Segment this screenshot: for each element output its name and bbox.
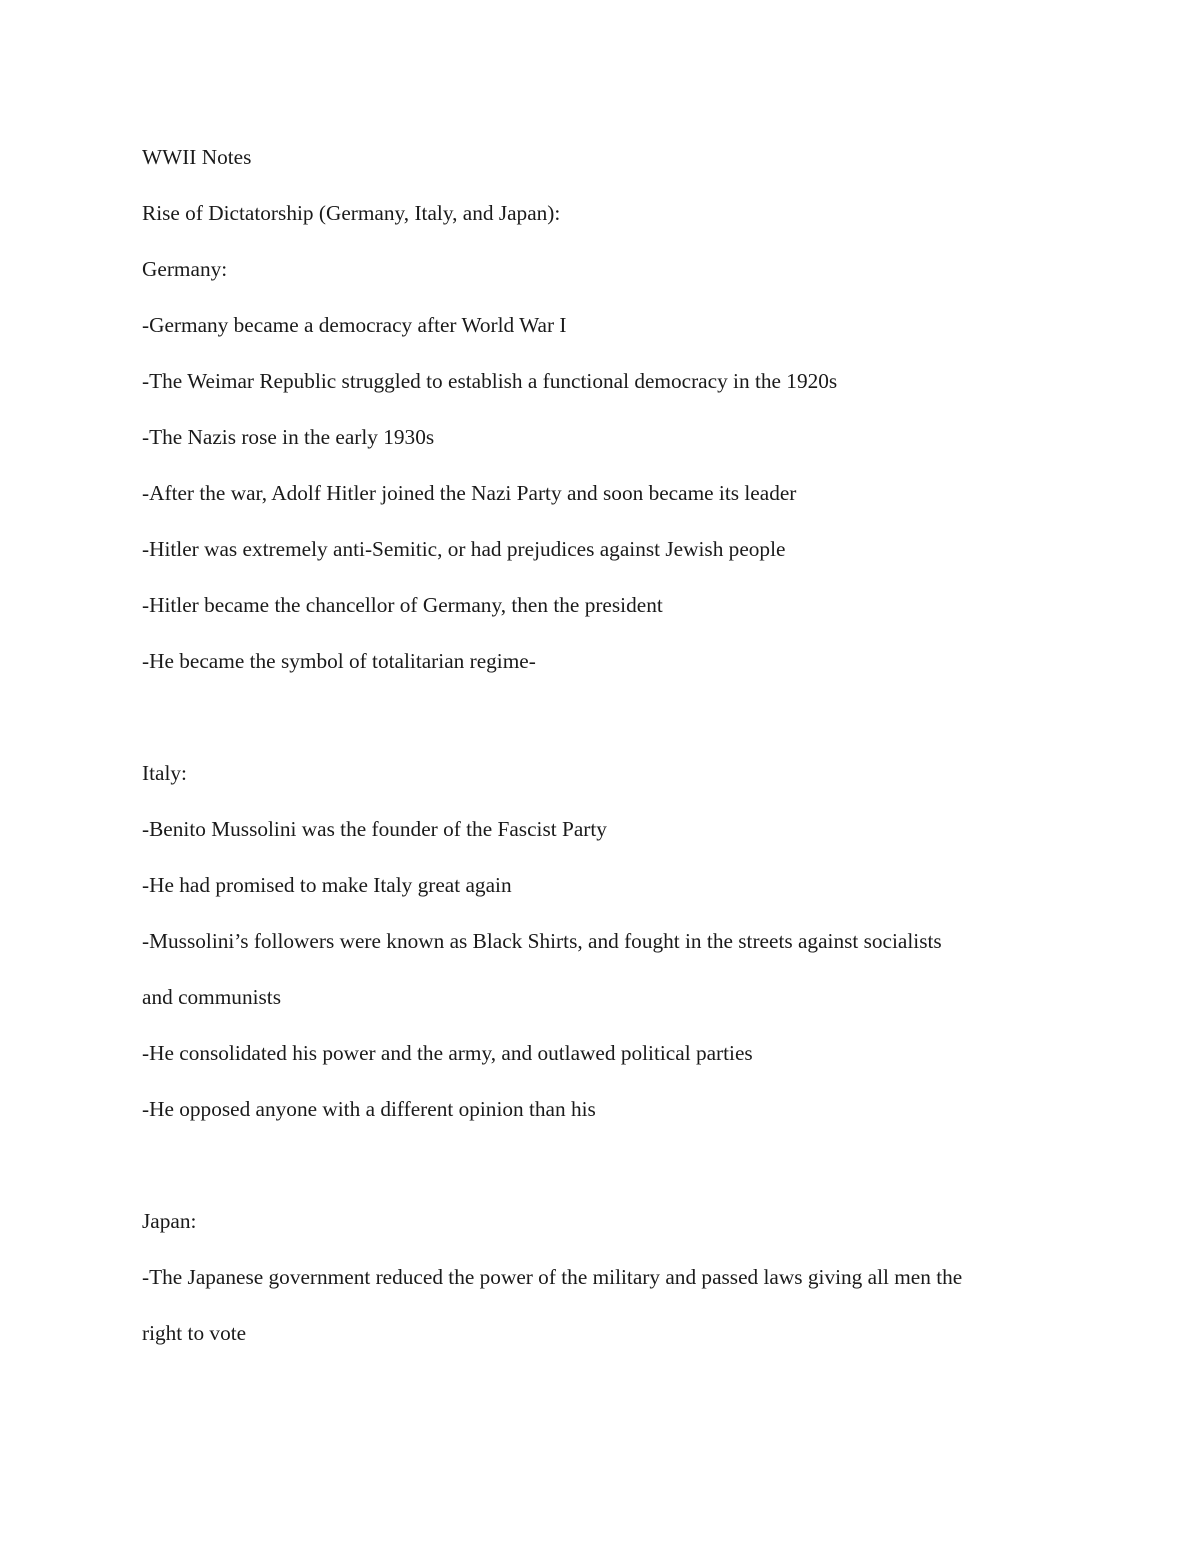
japan-note-continuation: right to vote — [142, 1321, 247, 1345]
document-body — [142, 129, 1082, 1361]
italy-note: -Mussolini’s followers were known as Black Shirts, and fought in the streets against socialists — [142, 929, 942, 953]
japan-heading: Japan: — [142, 1209, 197, 1233]
italy-heading: Italy: — [142, 761, 187, 785]
italy-note: -He opposed anyone with a different opinion than his — [142, 1097, 596, 1121]
blank-line — [142, 689, 1082, 745]
italy-note: -He consolidated his power and the army, and outlawed political parties — [142, 1041, 753, 1065]
germany-note: -The Nazis rose in the early 1930s — [142, 425, 435, 449]
italy-note: -He had promised to make Italy great again — [142, 873, 512, 897]
germany-note: -He became the symbol of totalitarian regime- — [142, 649, 536, 673]
germany-heading: Germany: — [142, 257, 228, 281]
italy-note: -Benito Mussolini was the founder of the Fascist Party — [142, 817, 607, 841]
document-title: WWII Notes — [142, 145, 252, 169]
germany-note: -After the war, Adolf Hitler joined the Nazi Party and soon became its leader — [142, 481, 797, 505]
germany-note: -Hitler was extremely anti-Semitic, or had prejudices against Jewish people — [142, 537, 786, 561]
section-heading: Rise of Dictatorship (Germany, Italy, and Japan): — [142, 201, 561, 225]
germany-note: -The Weimar Republic struggled to establish a functional democracy in the 1920s — [142, 369, 838, 393]
germany-note: -Germany became a democracy after World War I — [142, 313, 567, 337]
japan-note: -The Japanese government reduced the power of the military and passed laws giving all men the — [142, 1265, 963, 1289]
italy-note-continuation: and communists — [142, 985, 282, 1009]
blank-line — [142, 1137, 1082, 1193]
germany-note: -Hitler became the chancellor of Germany, then the president — [142, 593, 663, 617]
